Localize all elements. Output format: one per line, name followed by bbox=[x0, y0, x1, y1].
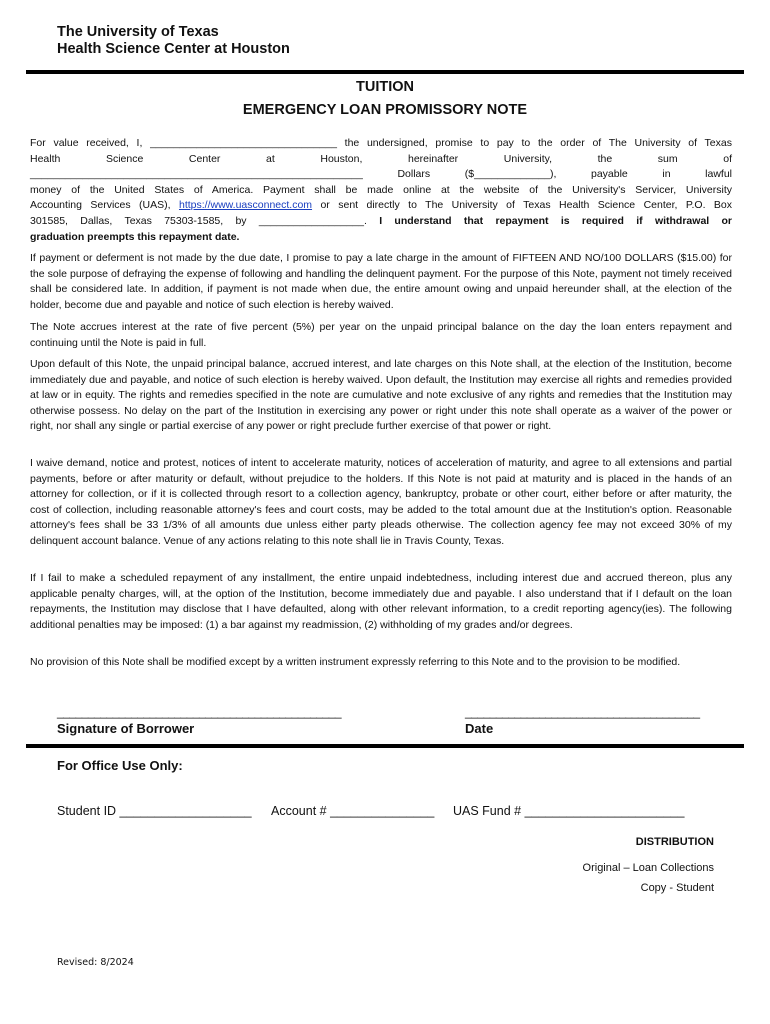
distribution-copy: Copy - Student bbox=[640, 882, 714, 894]
p1-line1: For value received, I, ________________________________ the undersigned, promise to pay to the order of The University of Texas bbox=[30, 137, 732, 149]
p1-line5-start: Accounting Services (UAS), bbox=[30, 199, 179, 212]
paragraph-interest: The Note accrues interest at the rate of five percent (5%) per year on the unpaid principal balance on the day the loan enters repayment and continuing until the Note is paid in full. bbox=[30, 321, 732, 349]
title-promissory-note: EMERGENCY LOAN PROMISSORY NOTE bbox=[242, 102, 528, 118]
p1-line6 bbox=[30, 214, 732, 230]
paragraph-value-received bbox=[30, 136, 732, 245]
p1-line2: Health Science Center at Houston, hereinafter University, the sum of bbox=[30, 152, 732, 165]
paragraph-waiver: I waive demand, notice and protest, notices of intent to accelerate maturity, notices of acceleration of maturity, and agree to all extensions and partial payments, before or after maturity or default, without prejudice to the holders. If this Note is not paid at maturity and is placed in the hands of an attorney for collection, or if it is collected through resort to a collection agency, bankruptcy, probate or other court, either before or after maturity, the cost of collection, including reasonable attorney's fees and court costs, may be added to the total amount due at the Institution's option. Reasonable attorney's fees shall be 33 1/3% of all amounts due unless either party pleads otherwise. The collection agency fee may not exceed 30% of my delinquent account balance. Venue of any actions relating to this note shall lie in Travis County, Texas. bbox=[30, 457, 732, 547]
p1-line6-bold: I understand that repayment is required if withdrawal or bbox=[379, 214, 733, 227]
office-use-title: For Office Use Only: bbox=[57, 758, 183, 773]
revised-date: Revised: 8/2024 bbox=[57, 957, 134, 968]
distribution-title: DISTRIBUTION bbox=[635, 836, 714, 848]
p1-line5-end: or sent directly to The University of Texas Health Science Center, P.O. Box bbox=[312, 199, 733, 212]
borrower-signature-line[interactable]: ______________________________________________ bbox=[57, 705, 341, 719]
borrower-signature-label: Signature of Borrower bbox=[57, 721, 195, 736]
date-label: Date bbox=[465, 721, 494, 736]
institution-name-line2: Health Science Center at Houston bbox=[57, 41, 290, 57]
title-tuition: TUITION bbox=[356, 79, 414, 95]
office-divider bbox=[26, 744, 744, 748]
institution-name-line1: The University of Texas bbox=[57, 24, 219, 40]
account-number-field[interactable]: Account # _______________ bbox=[271, 804, 435, 818]
paragraph-late-charge: If payment or deferment is not made by the due date, I promise to pay a late charge in the amount of FIFTEEN AND NO/100 DOLLARS ($15.00) for the sole purpose of defraying the expense of following and handling the delinquent payment. For the purpose of this Note, payment not timely received shall be considered late. In addition, if payment is not made when due, the entire amount owing and unpaid hereunder shall, at the election of the holder, become due and payable and notice of such election is hereby waived. bbox=[30, 252, 732, 311]
date-line[interactable]: ______________________________________ bbox=[465, 705, 700, 719]
uasconnect-link[interactable]: https://www.uasconnect.com bbox=[178, 199, 313, 212]
paragraph-penalties: If I fail to make a scheduled repayment of any installment, the entire unpaid indebtedness, including interest due and accrued thereon, plus any applicable penalty charges, will, at the option of the Institution, become immediately due and payable. I also understand that if I default on the loan repayments, the Institution may disclose that I have defaulted, along with other relevant information, to a credit reporting agency(ies). The following additional penalties may be imposed: (1) a bar against my readmission, (2) withholding of my grades and/or degrees. bbox=[30, 572, 732, 631]
p1-line4: money of the United States of America. Payment shall be made online at the website of the University's Servicer, University bbox=[30, 183, 732, 196]
header-divider bbox=[26, 70, 744, 74]
p1-line5 bbox=[30, 198, 732, 214]
student-id-field[interactable]: Student ID ___________________ bbox=[57, 804, 252, 818]
uas-fund-field[interactable]: UAS Fund # _______________________ bbox=[453, 804, 685, 818]
paragraph-default: Upon default of this Note, the unpaid principal balance, accrued interest, and late charges on this Note shall, at the election of the Institution, become immediately due and payable, and notice of such election is hereby waived. Upon default, the Institution may exercise all rights and remedies provided at law or in equity. The rights and remedies specified in the note are cumulative and note exclusive of any rights and remedies that the Institution may otherwise possess. No delay on the part of the Institution in exercising any power or right under this note shall operate as a waiver of the power or right, nor shall any single or partial exercise of any power or right preclude further exercise of that power or right. bbox=[30, 358, 732, 433]
p1-line6-start: 301585, Dallas, Texas 75303-1585, by __________________. bbox=[30, 214, 367, 227]
p1-line3: _________________________________________________________ Dollars ($_____________), payable in lawful bbox=[30, 168, 732, 181]
paragraph-modification: No provision of this Note shall be modified except by a written instrument expressly referring to this Note and to the provision to be modified. bbox=[30, 656, 681, 668]
p1-line7-bold: graduation preempts this repayment date. bbox=[30, 230, 240, 243]
institution-header bbox=[57, 24, 290, 58]
distribution-original: Original – Loan Collections bbox=[582, 862, 714, 874]
